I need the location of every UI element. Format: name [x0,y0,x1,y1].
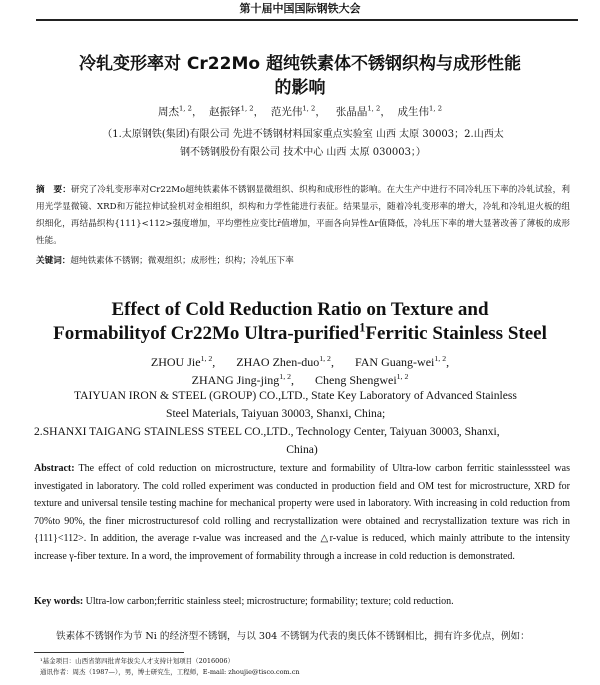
cn-author: 范光伟$^{1, 2}$ [270,104,316,118]
body-first-line: 铁素体不锈钢作为节 Ni 的经济型不锈钢，与以 304 不锈钢为代表的奥氏体不锈钢相比，拥有许多优点，例如： [56,631,530,642]
en-title-line2: Formabilityof Cr22Mo Ultra-purified$^1$Ferritic Stainless Steel [53,320,547,344]
en-author: ZHAO Zhen-duo$^{1, 2}$ [236,354,331,369]
en-abstract-text: The effect of cold reduction on microstructure, texture and formability of Ultra-low carbon ferritic stainlesssteel was investigated in laboratory. The cold rolled experiment was conducted in production field and OM test for microstructure, XRD for texture and universal tensile testing machine for mechanical property were used in laboratory. With increasing in cold reduction from 70%to 90%, the finer microstructuresof cold rolling and recrystallization were obtained and recrystallization texture was rich in {111}<112>. In addition, the average r-value was increased and the △r-value is reduced, which mainly attribute to the intensity increase γ-fiber texture. In a word, the improvement of formability through a increase in cold reduction is demonstrated. [34,463,570,562]
cn-affiliation-line2: 钢不锈钢股份有限公司 技术中心 山西 太原 030003；） [180,147,426,158]
en-author: ZHOU Jie$^{1, 2}$ [150,354,213,369]
footnote-author: 通讯作者：周杰（1987—），男，博士研究生，工程师，E-mail: zhoujie@tisco.com.cn [40,668,300,676]
en-keywords-label: Key words: [34,596,84,607]
en-author: Cheng Shengwei$^{1, 2}$ [315,372,409,387]
en-keywords-text: Ultra-low carbon;ferritic stainless steel; microstructure; formability; texture; cold reduction. [85,596,454,607]
cn-abstract-label: 摘 要： [36,185,71,195]
chinese-title [40,52,560,100]
en-affiliation-1b: Steel Materials, Taiyuan 30003, Shanxi, China; [166,407,386,420]
cn-author: 赵振铎$^{1, 2}$ [209,104,254,118]
cn-affiliation-line1: （1.太原钢铁(集团)有限公司 先进不锈钢材料国家重点实验室 山西 太原 30003；2.山西太 [102,129,504,140]
en-author: ZHANG Jing-jing$^{1, 2}$ [191,372,291,387]
en-author: FAN Guang-wei$^{1, 2}$ [354,354,447,369]
header-rule [36,19,578,21]
en-affiliation-1a: TAIYUAN IRON & STEEL (GROUP) CO.,LTD., State Key Laboratory of Advanced Stainless [74,389,517,402]
cn-keywords-text: 超纯铁素体不锈钢；微观组织；成形性；织构；冷轧压下率 [70,256,294,266]
chinese-title-line2: 的影响 [274,78,326,98]
cn-author: 张晶晶$^{1, 2}$ [335,104,381,118]
cn-abstract-text: 研究了冷轧变形率对Cr22Mo超纯铁素体不锈钢显微组织、织构和成形性的影响。在大生产中进行不同冷轧压下率的冷轧试验，利用光学显微镜、XRD和万能拉伸试验机对金相组织，织构和力学性能进行表征。结果显示，随着冷轧变形率的增大，冷轧和冷轧退火板的组织细化，再结晶织构{111}<112>强度增加，平均塑性应变比r̄值增加，平面各向异性Δr值降低，冷轧压下率的增大显著改善了薄板的成形性能。 [36,185,570,246]
english-affiliation [34,387,570,459]
en-title-line1: Effect of Cold Reduction Ratio on Texture and [111,299,489,320]
footnote-rule [34,652,184,653]
english-authors: ZHOU Jie$^{1, 2}$, ZHAO Zhen-duo$^{1, 2}$, FAN Guang-wei$^{1, 2}$, ZHANG Jing-jing$^{1, 2}$, Cheng Shengwei$^{1, 2}$ [150,354,450,387]
chinese-title-line1: 冷轧变形率对 Cr22Mo 超纯铁素体不锈钢织构与成形性能 [79,54,521,74]
cn-author: 成生伟$^{1, 2}$ [397,104,443,118]
chinese-abstract [36,182,570,250]
cn-keywords-label: 关键词： [36,256,71,266]
footnote [40,656,570,678]
english-title [30,298,570,346]
english-keywords [34,596,570,607]
chinese-keywords [36,254,570,266]
conference-name: 第十届中国国际钢铁大会 [239,2,361,15]
cn-author: 周杰$^{1, 2}$ [157,104,192,118]
chinese-affiliation [56,126,550,162]
en-affiliation-2a: 2.SHANXI TAIGANG STAINLESS STEEL CO.,LTD., Technology Center, Taiyuan 30003, Shanxi, [34,425,500,438]
chinese-authors: 周杰$^{1, 2}$， 赵振铎$^{1, 2}$， 范光伟$^{1, 2}$， 张晶晶$^{1, 2}$， 成生伟$^{1, 2}$ [157,104,443,118]
en-affiliation-2b: China) [286,443,318,456]
conference-header [0,0,600,20]
english-abstract [34,460,570,565]
en-abstract-label: Abstract: [34,463,75,474]
footnote-funding: ¹基金项目：山西省第四批青年拔尖人才支持计划项目（2016006） [40,657,235,665]
